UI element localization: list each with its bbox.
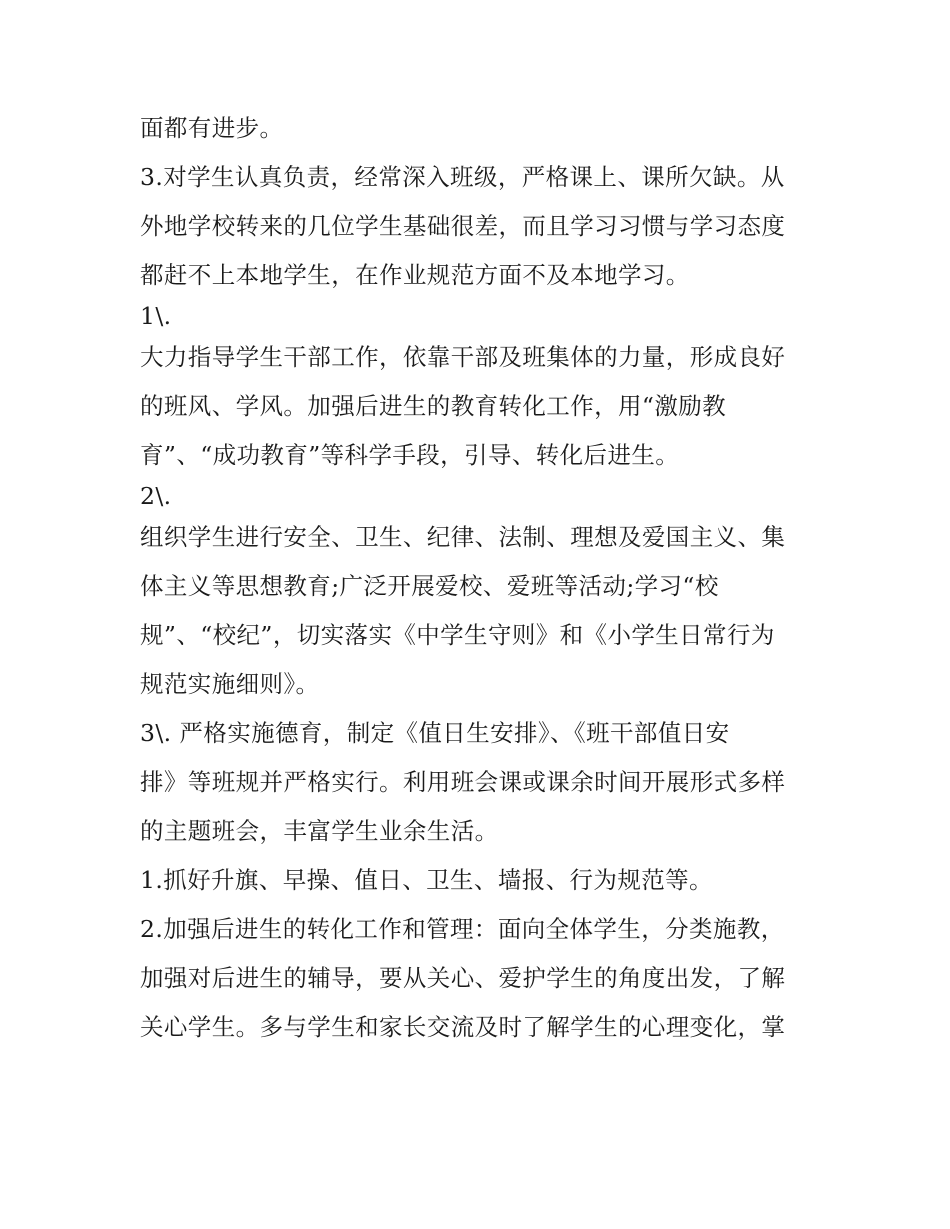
text-line: 组织学生进行安全、卫生、纪律、法制、理想及爱国主义、集 xyxy=(140,523,786,551)
text-line: 关心学生。多与学生和家长交流及时了解学生的心理变化，掌 xyxy=(140,1013,786,1041)
document-body xyxy=(140,104,820,1052)
text-line: 规范实施细则》。 xyxy=(140,670,320,698)
text-line: 外地学校转来的几位学生基础很差，而且学习习惯与学习态度 xyxy=(140,212,786,240)
text-line: 加强对后进生的辅导，要从关心、爱护学生的角度出发，了解 xyxy=(140,964,786,992)
text-line: 的主题班会，丰富学生业余生活。 xyxy=(140,817,499,845)
text-line: 2.加强后进生的转化工作和管理：面向全体学生，分类施教， xyxy=(140,915,785,943)
text-line: 体主义等思想教育;广泛开展爱校、爱班等活动;学习“校 xyxy=(140,572,719,600)
text-line: 排》等班规并严格实行。利用班会课或课余时间开展形式多样 xyxy=(140,768,786,796)
text-line: 3\. 严格实施德育，制定《值日生安排》、《班干部值日安 xyxy=(140,719,730,747)
text-line: 的班风、学风。加强后进生的教育转化工作，用“激励教 xyxy=(140,392,727,420)
text-line: 都赶不上本地学生，在作业规范方面不及本地学习。 xyxy=(140,261,690,289)
text-line: 1.抓好升旗、早操、值日、卫生、墙报、行为规范等。 xyxy=(140,866,713,894)
list-marker: 1\. xyxy=(140,302,172,330)
text-line: 3.对学生认真负责，经常深入班级，严格课上、课所欠缺。从 xyxy=(140,163,785,191)
text-line: 大力指导学生干部工作，依靠干部及班集体的力量，形成良好 xyxy=(140,343,786,371)
text-line: 面都有进步。 xyxy=(140,114,284,142)
list-marker: 2\. xyxy=(140,482,172,510)
text-line: 规”、“校纪”，切实落实《中学生守则》和《小学生日常行为 xyxy=(140,621,775,649)
text-line: 育”、“成功教育”等科学手段，引导、转化后进生。 xyxy=(140,441,680,469)
